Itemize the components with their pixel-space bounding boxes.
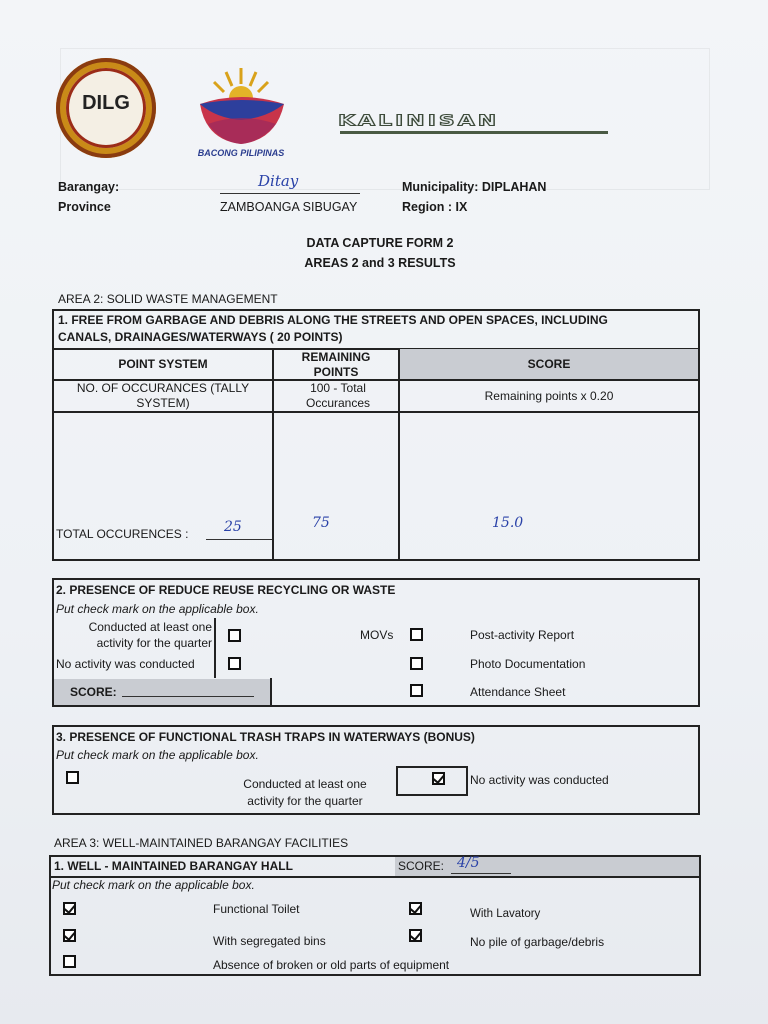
area3-item1-checkbox[interactable]	[63, 902, 76, 915]
mov3-label: Attendance Sheet	[470, 685, 566, 699]
area2-s2-instruction: Put check mark on the applicable box.	[56, 602, 259, 616]
mov2-label: Photo Documentation	[470, 657, 586, 671]
area3-item4-label: No pile of garbage/debris	[470, 935, 605, 949]
area2-s1-table	[52, 309, 700, 561]
province-label: Province	[58, 200, 111, 214]
area3-s1-box	[49, 855, 701, 976]
a2s2-opt1-checkbox[interactable]	[228, 629, 241, 642]
municipality-label: Municipality: DIPLAHAN	[402, 180, 547, 194]
region-label: Region : IX	[402, 200, 468, 214]
kalinisan-logo: KALINISAN	[338, 112, 500, 130]
area3-item2-label: With Lavatory	[470, 908, 541, 920]
area3-item5-label: Absence of broken or old parts of equipment	[213, 958, 450, 972]
barangay-underline	[220, 193, 360, 194]
mov1-label: Post-activity Report	[470, 628, 575, 642]
area3-item3-checkbox[interactable]	[63, 929, 76, 942]
score-value: 15.0	[492, 515, 524, 531]
score-formula-label: Remaining points x 0.20	[484, 389, 614, 403]
remaining-formula-label: 100 - Total Occurances	[305, 381, 371, 410]
a2s3-opt1-checkbox[interactable]	[66, 771, 79, 784]
barangay-label: Barangay:	[58, 180, 120, 194]
kalinisan-underline	[340, 131, 608, 134]
area3-label: AREA 3: WELL-MAINTAINED BARANGAY FACILITIES	[54, 836, 349, 850]
area3-item1-label: Functional Toilet	[213, 902, 300, 916]
area3-item5-checkbox[interactable]	[63, 955, 76, 968]
area2-s3-box	[52, 725, 700, 815]
a2s3-opt2-checkbox[interactable]	[432, 772, 445, 785]
area3-item2-checkbox[interactable]	[409, 902, 422, 915]
mov2-checkbox[interactable]	[410, 657, 423, 670]
movs-label: MOVs	[360, 628, 394, 642]
area2-s3-instruction: Put check mark on the applicable box.	[56, 748, 259, 762]
total-occurences-label: TOTAL OCCURENCES :	[56, 527, 189, 541]
mov1-checkbox[interactable]	[410, 628, 423, 641]
area2-s1-title-1: 1. FREE FROM GARBAGE AND DEBRIS ALONG THE STREETS AND OPEN SPACES, INCLUDING	[58, 313, 608, 327]
a2s2-score-line	[122, 696, 254, 697]
area2-label: AREA 2: SOLID WASTE MANAGEMENT	[58, 292, 278, 306]
form-title: DATA CAPTURE FORM 2	[306, 236, 454, 250]
mov3-checkbox[interactable]	[410, 684, 423, 697]
dilg-logo: DILG	[56, 58, 156, 158]
area2-s1-title-2: CANALS, DRAINAGES/WATERWAYS ( 20 POINTS)	[58, 330, 343, 344]
a2s2-opt1-label: Conducted at least one activity for the quarter	[88, 620, 212, 650]
barangay-value: Ditay	[258, 172, 299, 190]
area3-item4-checkbox[interactable]	[409, 929, 422, 942]
a2s3-opt1-label: Conducted at least one activity for the quarter	[243, 777, 367, 808]
remaining-points-value: 75	[312, 515, 330, 531]
total-underline	[206, 539, 272, 540]
a2s2-opt2-checkbox[interactable]	[228, 657, 241, 670]
point-system-header: POINT SYSTEM	[118, 357, 208, 371]
area3-score-value: 4/5	[457, 855, 480, 871]
area2-s2-title: 2. PRESENCE OF REDUCE REUSE RECYCLING OR WASTE	[56, 583, 396, 597]
a2s2-opt2-label: No activity was conducted	[56, 657, 195, 671]
total-occurences-value: 25	[224, 519, 242, 535]
area3-instruction: Put check mark on the applicable box.	[52, 878, 255, 892]
score-header: SCORE	[527, 357, 571, 371]
area2-s3-title: 3. PRESENCE OF FUNCTIONAL TRASH TRAPS IN WATERWAYS (BONUS)	[56, 730, 475, 744]
area3-item3-label: With segregated bins	[213, 934, 326, 948]
remaining-points-header: REMAINING POINTS	[301, 350, 371, 379]
a2s2-score-label: SCORE:	[70, 685, 117, 699]
area3-score-line	[451, 873, 511, 874]
area2-s2-box	[52, 578, 700, 707]
area3-score-label: SCORE:	[398, 859, 445, 873]
area3-s1-title: 1. WELL - MAINTAINED BARANGAY HALL	[54, 859, 293, 873]
bagong-pilipinas-logo: BACONG PILIPINAS	[186, 60, 296, 160]
form-subtitle: AREAS 2 and 3 RESULTS	[304, 256, 456, 270]
tally-system-label: NO. OF OCCURANCES (TALLY SYSTEM)	[76, 381, 250, 410]
province-value: ZAMBOANGA SIBUGAY	[220, 200, 358, 214]
a2s3-opt2-label: No activity was conducted	[470, 773, 609, 787]
